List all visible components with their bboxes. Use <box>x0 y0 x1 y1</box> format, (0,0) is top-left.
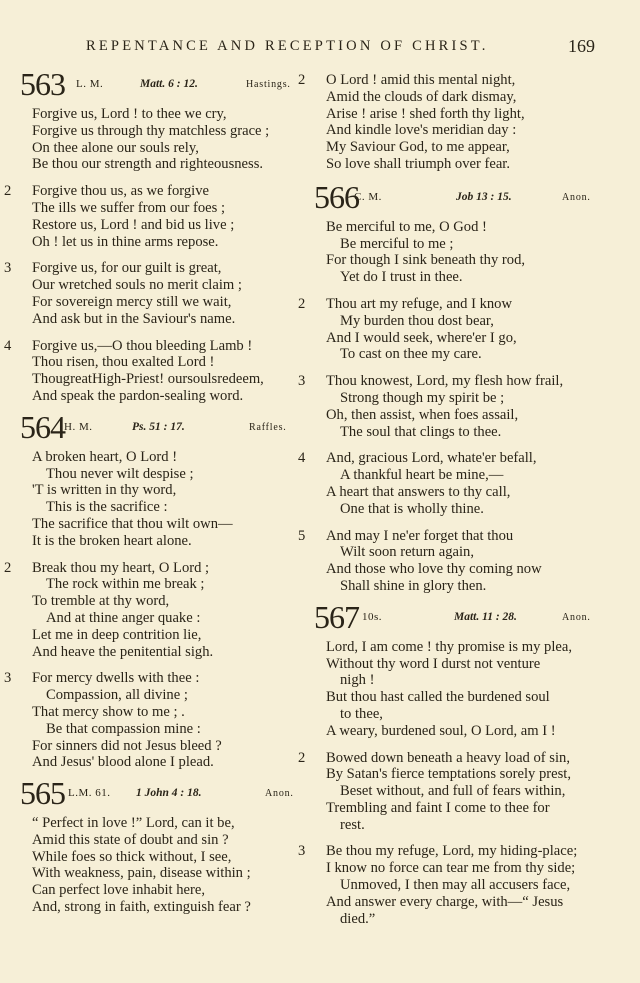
stanza-number: 2 <box>298 72 306 88</box>
right-column <box>298 72 614 939</box>
scripture-reference: 1 John 4 : 18. <box>136 787 202 800</box>
stanza <box>20 106 302 173</box>
stanza-number: 3 <box>4 670 12 687</box>
verse-line: And, strong in faith, extinguish fear ? <box>32 899 251 916</box>
verse-line: A weary, burdened soul, O Lord, am I ! <box>326 722 556 739</box>
verse-line: My Saviour God, to me appear, <box>326 139 510 156</box>
stanza-number: 2 <box>298 749 306 766</box>
verse-line: Can perfect love inhabit here, <box>32 882 206 899</box>
verse-line: For mercy dwells with thee : <box>32 670 200 687</box>
verse-line: Oh, then assist, when foes assail, <box>326 406 519 423</box>
scripture-reference: Ps. 51 : 17. <box>132 420 185 433</box>
verse-line: Be that compassion mine : <box>46 720 201 737</box>
verse-line: Bowed down beneath a heavy load of sin, <box>326 749 570 766</box>
stanza-number: 5 <box>298 527 306 544</box>
verse-line: Trembling and faint I come to thee for <box>326 799 550 816</box>
verse-line: The ills we suffer from our foes ; <box>32 199 226 216</box>
verse-line: Compassion, all divine ; <box>46 687 188 704</box>
verse-line: Break thou my heart, O Lord ; <box>32 559 210 576</box>
stanza <box>4 670 302 771</box>
verse-line: The rock within me break ; <box>46 576 205 593</box>
verse-line: And speak the pardon-sealing word. <box>32 387 244 404</box>
verse-line: Our wretched souls no merit claim ; <box>32 277 242 294</box>
verse-line: So love shall triumph over fear. <box>326 155 511 172</box>
stanza <box>4 183 302 250</box>
verse-line: And kindle love's meridian day : <box>326 122 517 139</box>
verse-line: That mercy show to me ; . <box>32 703 185 720</box>
hymn-author: Raffles. <box>249 421 287 433</box>
stanza-number: 2 <box>298 295 306 312</box>
verse-line: Beset without, and full of fears within, <box>340 783 566 800</box>
verse-line: The soul that clings to thee. <box>340 423 502 440</box>
verse-line: And ask but in the Saviour's name. <box>32 310 236 327</box>
verse-line: Lord, I am come ! thy promise is my plea, <box>326 638 573 655</box>
stanza <box>314 639 614 740</box>
verse-line: Let me in deep contrition lie, <box>32 626 202 643</box>
verse-line: to thee, <box>340 705 383 722</box>
verse-line: And, gracious Lord, whate'er befall, <box>326 450 537 467</box>
hymn-565-continued <box>298 72 614 173</box>
hymn-author: Anon. <box>562 191 591 203</box>
stanza-number: 2 <box>4 559 12 576</box>
verse-line: nigh ! <box>340 672 375 689</box>
hymn-heading <box>20 408 302 449</box>
verse-line: And answer every charge, with—“ Jesus <box>326 893 564 910</box>
verse-line: Thou knowest, Lord, my flesh how frail, <box>326 373 564 390</box>
verse-line: On thee alone our souls rely, <box>32 139 199 156</box>
verse-line: Strong though my spirit be ; <box>340 389 505 406</box>
verse-line: A broken heart, O Lord ! <box>32 448 178 465</box>
hymn-author: Anon. <box>562 611 591 623</box>
stanza <box>20 815 302 916</box>
verse-line: And Jesus' blood alone I plead. <box>32 754 214 771</box>
verse-line: I know no force can tear me from thy side; <box>326 860 576 877</box>
verse-line: Amid the clouds of dark dismay, <box>326 88 517 105</box>
verse-line: And heave the penitential sigh. <box>32 643 214 660</box>
verse-line: And at thine anger quake : <box>46 609 201 626</box>
stanza <box>4 337 302 405</box>
stanza <box>298 72 614 173</box>
verse-line: Arise ! arise ! shed forth thy light, <box>326 105 525 122</box>
hymn-meter: C. M. <box>354 190 382 203</box>
scripture-reference: Matt. 6 : 12. <box>140 78 198 90</box>
hymn-meter: 10s. <box>362 610 383 623</box>
hymn-565 <box>20 775 302 916</box>
verse-line: And those who love thy coming now <box>326 561 542 578</box>
verse-line: To tremble at thy word, <box>32 593 170 610</box>
verse-line: For sovereign mercy still we wait, <box>32 293 232 310</box>
verse-line: For sinners did not Jesus bleed ? <box>32 737 222 754</box>
hymn-number: 564 <box>20 408 65 445</box>
verse-line: A heart that answers to thy call, <box>326 483 511 500</box>
verse-line: O Lord ! amid this mental night, <box>326 72 516 88</box>
hymn-meter: H. M. <box>64 420 93 433</box>
verse-line: With weakness, pain, disease within ; <box>32 865 251 882</box>
verse-line: To cast on thee my care. <box>340 346 482 363</box>
hymn-author: Hastings. <box>246 79 291 90</box>
verse-line: A thankful heart be mine,— <box>340 467 504 484</box>
hymn-567 <box>298 598 614 928</box>
hymn-number: 563 <box>20 66 65 102</box>
verse-line: Thou art my refuge, and I know <box>326 295 513 312</box>
verse-line: For though I sink beneath thy rod, <box>326 252 526 269</box>
verse-line: died.” <box>340 910 376 927</box>
hymn-author: Anon. <box>265 788 294 800</box>
verse-line: Unmoved, I then may all accusers face, <box>340 877 571 894</box>
hymn-heading <box>314 178 614 219</box>
verse-line: Forgive us,—O thou bleeding Lamb ! <box>32 337 253 354</box>
verse-line: Thou risen, thou exalted Lord ! <box>32 354 215 371</box>
verse-line: Forgive thou us, as we forgive <box>32 183 209 200</box>
stanza-number: 3 <box>298 843 306 860</box>
verse-line: Be thou our strength and righteousness. <box>32 156 264 173</box>
hymn-meter: L.M. 61. <box>68 787 111 800</box>
scripture-reference: Matt. 11 : 28. <box>454 610 517 623</box>
hymn-heading <box>20 775 302 815</box>
verse-line: Oh ! let us in thine arms repose. <box>32 233 219 250</box>
stanza <box>4 559 302 661</box>
stanza <box>4 260 302 327</box>
verse-line: But thou hast called the burdened soul <box>326 689 550 706</box>
hymn-meter: L. M. <box>76 78 104 90</box>
verse-line: Restore us, Lord ! and bid us live ; <box>32 216 235 233</box>
verse-line: And I would seek, where'er I go, <box>326 329 517 346</box>
verse-line: My burden thou dost bear, <box>340 312 494 329</box>
verse-line: Yet do I trust in thee. <box>340 269 463 286</box>
hymn-563 <box>4 66 302 405</box>
verse-line: This is the sacrifice : <box>46 499 168 516</box>
hymn-heading <box>20 66 302 106</box>
stanza <box>298 450 614 517</box>
verse-line: Forgive us, Lord ! to thee we cry, <box>32 106 227 122</box>
verse-line: And may I ne'er forget that thou <box>326 527 514 544</box>
hymn-number: 566 <box>314 178 359 215</box>
hymn-564 <box>4 408 302 771</box>
verse-line: 'T is written in thy word, <box>32 482 177 499</box>
verse-line: Without thy word I durst not venture <box>326 655 541 672</box>
stanza <box>314 219 614 286</box>
page-title: REPENTANCE AND RECEPTION OF CHRIST. <box>86 38 489 54</box>
hymn-566 <box>298 178 614 595</box>
stanza <box>20 449 302 550</box>
stanza <box>298 749 614 834</box>
stanza-number: 3 <box>4 260 12 277</box>
page-number: 169 <box>568 36 595 56</box>
verse-line: Forgive us through thy matchless grace ; <box>32 122 270 139</box>
stanza-number: 4 <box>298 450 306 467</box>
stanza <box>298 373 614 440</box>
stanza-number: 2 <box>4 183 12 200</box>
stanza <box>298 295 614 363</box>
verse-line: One that is wholly thine. <box>340 500 484 517</box>
verse-line: Be merciful to me, O God ! <box>326 218 487 235</box>
verse-line: While foes so thick without, I see, <box>32 848 232 865</box>
verse-line: ThougreatHigh-Priest! oursoulsredeem, <box>32 371 264 388</box>
verse-line: Amid this state of doubt and sin ? <box>32 831 229 848</box>
hymn-number: 565 <box>20 775 65 812</box>
left-column <box>4 66 302 928</box>
verse-line: Shall shine in glory then. <box>340 577 487 594</box>
verse-line: Wilt soon return again, <box>340 544 474 561</box>
stanza-number: 4 <box>4 337 12 354</box>
verse-line: Be merciful to me ; <box>340 235 454 252</box>
verse-line: Thou never wilt despise ; <box>46 465 194 482</box>
verse-line: Be thou my refuge, Lord, my hiding-place; <box>326 843 578 860</box>
verse-line: rest. <box>340 816 365 833</box>
verse-line: Forgive us, for our guilt is great, <box>32 260 222 277</box>
verse-line: It is the broken heart alone. <box>32 532 192 549</box>
hymn-heading <box>314 598 614 639</box>
verse-line: By Satan's fierce temptations sorely prest, <box>326 766 571 783</box>
verse-line: The sacrifice that thou wilt own— <box>32 515 233 532</box>
hymn-number: 567 <box>314 598 359 635</box>
stanza <box>298 527 614 595</box>
scripture-reference: Job 13 : 15. <box>456 190 512 203</box>
stanza <box>298 843 614 927</box>
stanza-number: 3 <box>298 373 306 390</box>
verse-line: “ Perfect in love !” Lord, can it be, <box>32 815 235 832</box>
running-header <box>0 38 640 58</box>
